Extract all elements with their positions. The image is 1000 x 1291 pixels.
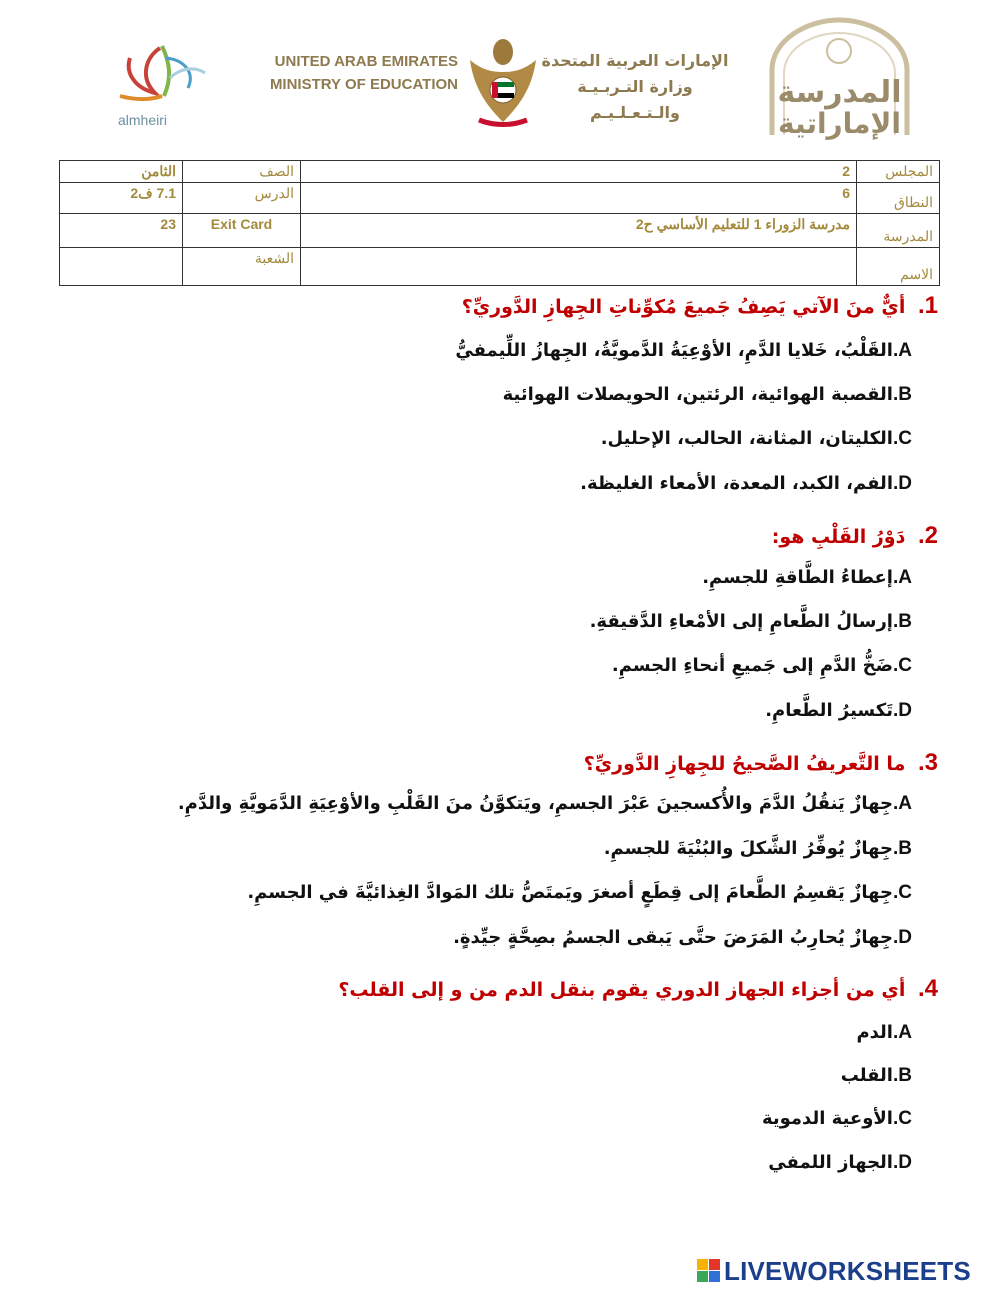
q3-option-c[interactable] bbox=[247, 882, 912, 904]
option-text: جِهازٌ يُوفِّرُ الشَّكلَ والبُنْيَةَ للجسمِ. bbox=[603, 838, 893, 859]
almheiri-logo bbox=[100, 38, 220, 133]
option-letter: C. bbox=[892, 428, 912, 449]
question-4 bbox=[338, 975, 938, 1003]
eagle-icon bbox=[464, 30, 542, 130]
option-text: تَكسيرُ الطَّعامِ. bbox=[765, 700, 893, 721]
ministry-en-line1: UNITED ARAB EMIRATES bbox=[274, 53, 458, 70]
question-text: أي من أجزاء الجهاز الدوري يقوم بنقل الدم من و إلى القلب؟ bbox=[338, 979, 906, 1001]
question-2 bbox=[772, 522, 938, 550]
option-text: إرسالُ الطَّعامِ إلى الأمْعاءِ الدَّقيقةِ. bbox=[589, 611, 893, 632]
zone-value[interactable]: 6 bbox=[301, 183, 857, 214]
option-letter: C. bbox=[892, 1108, 912, 1129]
option-text: الدم bbox=[856, 1022, 893, 1043]
option-letter: D. bbox=[892, 700, 912, 721]
grade-value[interactable]: الثامن bbox=[60, 161, 183, 183]
question-1 bbox=[462, 292, 938, 320]
name-value[interactable] bbox=[301, 248, 857, 286]
question-number: 2. bbox=[917, 522, 938, 549]
option-text: جِهازٌ يَقسِمُ الطَّعامَ إلى قِطَعٍ أصغرَ ويَمتَصُّ تلك المَوادَّ الغِذائيَّةَ في الجسمِ. bbox=[247, 882, 893, 903]
option-text: الأوعية الدموية bbox=[761, 1108, 893, 1129]
option-text: إعطاءُ الطَّاقةِ للجسمِ. bbox=[702, 567, 893, 588]
option-letter: B. bbox=[892, 611, 912, 632]
q2-option-d[interactable] bbox=[765, 700, 912, 722]
q1-option-b[interactable] bbox=[503, 384, 912, 406]
liveworksheets-badge-icon bbox=[697, 1259, 721, 1283]
option-letter: D. bbox=[892, 927, 912, 948]
option-text: القَلْبُ، خَلايا الدَّمِ، الأوْعِيَةُ الدَّمويَّةُ، الجِهازُ اللِّيمفيُّ bbox=[455, 340, 893, 361]
uae-eagle-emblem bbox=[464, 30, 542, 130]
liveworksheets-brand: LIVEWORKSHEETS bbox=[724, 1256, 971, 1286]
ministry-ar-line1: الإمارات العربية المتحدة bbox=[541, 51, 729, 70]
option-text: الكليتان، المثانة، الحالب، الإحليل. bbox=[600, 428, 893, 449]
zone-label: النطاق bbox=[857, 183, 940, 214]
lesson-value[interactable]: 7.1 ف2 bbox=[60, 183, 183, 214]
q3-option-b[interactable] bbox=[604, 838, 912, 860]
info-table bbox=[59, 160, 940, 286]
q1-option-a[interactable] bbox=[455, 340, 912, 362]
question-number: 3. bbox=[917, 749, 938, 776]
school-label: المدرسة bbox=[857, 214, 940, 248]
option-text: جِهازٌ يُحارِبُ المَرَضَ حتَّى يَبقى الجسمُ بصِحَّةٍ جيِّدةٍ. bbox=[453, 927, 893, 948]
option-letter: A. bbox=[892, 1022, 912, 1043]
option-letter: C. bbox=[892, 882, 912, 903]
question-text: أيٌّ منَ الآتي يَصِفُ جَميعَ مُكوِّناتِ الجِهازِ الدَّوريِّ؟ bbox=[461, 296, 906, 318]
question-3 bbox=[584, 749, 938, 777]
q4-option-c[interactable] bbox=[762, 1108, 912, 1130]
question-text: دَوْرُ القَلْبِ هو: bbox=[771, 526, 906, 548]
school-value[interactable]: مدرسة الزوراء 1 للتعليم الأساسي ح2 bbox=[301, 214, 857, 248]
option-letter: B. bbox=[892, 838, 912, 859]
grade-label: الصف bbox=[183, 161, 301, 183]
page-header bbox=[0, 0, 1000, 150]
ministry-ar-line2: وزارة التـربـيـة والـتـعـلـيـم bbox=[577, 77, 693, 122]
ministry-english bbox=[268, 50, 458, 96]
question-text: ما التَّعريفُ الصَّحيحُ للجِهازِ الدَّوريِّ؟ bbox=[583, 753, 906, 775]
option-letter: B. bbox=[892, 384, 912, 405]
q4-option-d[interactable] bbox=[768, 1152, 912, 1174]
option-text: جِهازٌ يَنقُلُ الدَّمَ والأُكسجينَ عَبْرَ الجسمِ، ويَتكوَّنُ منَ القَلْبِ والأوْعِيَةِ الدَّمَويَّةِ والدَّمِ. bbox=[177, 793, 893, 814]
school-logo-line1: المدرسة bbox=[777, 75, 902, 110]
council-value[interactable]: 2 bbox=[301, 161, 857, 183]
q3-option-a[interactable] bbox=[178, 793, 912, 815]
almheiri-emblem-icon bbox=[100, 38, 220, 118]
council-label: المجلس bbox=[857, 161, 940, 183]
option-letter: C. bbox=[892, 655, 912, 676]
section-value[interactable] bbox=[60, 248, 183, 286]
card-value: Exit Card bbox=[183, 214, 301, 248]
q1-option-d[interactable] bbox=[580, 473, 912, 495]
option-text: الجهاز اللمفي bbox=[768, 1152, 893, 1173]
question-number: 1. bbox=[917, 292, 938, 319]
question-number: 4. bbox=[917, 975, 938, 1002]
section-label: الشعبة bbox=[183, 248, 301, 286]
card-number: 23 bbox=[60, 214, 183, 248]
option-letter: A. bbox=[892, 793, 912, 814]
option-text: القصبة الهوائية، الرئتين، الحويصلات الهوائية bbox=[502, 384, 893, 405]
ministry-arabic bbox=[540, 48, 730, 126]
name-label: الاسم bbox=[857, 248, 940, 286]
almheiri-caption: almheiri bbox=[118, 112, 168, 128]
ministry-en-line2: MINISTRY OF EDUCATION bbox=[269, 76, 458, 93]
school-logo-line2: الإماراتية bbox=[778, 107, 901, 140]
liveworksheets-logo[interactable] bbox=[697, 1256, 997, 1286]
q2-option-c[interactable] bbox=[612, 655, 912, 677]
option-letter: A. bbox=[892, 340, 912, 361]
option-text: القلب bbox=[840, 1065, 893, 1086]
option-text: الفم، الكبد، المعدة، الأمعاء الغليظة. bbox=[580, 473, 893, 494]
option-letter: D. bbox=[892, 473, 912, 494]
q1-option-c[interactable] bbox=[601, 428, 912, 450]
option-letter: D. bbox=[892, 1152, 912, 1173]
lesson-label: الدرس bbox=[183, 183, 301, 214]
q4-option-b[interactable] bbox=[841, 1065, 912, 1087]
option-letter: B. bbox=[892, 1065, 912, 1086]
emirati-school-logo bbox=[752, 15, 927, 140]
option-text: ضَخُّ الدَّمِ إلى جَميعِ أنحاءِ الجسمِ. bbox=[611, 655, 893, 676]
q4-option-a[interactable] bbox=[856, 1022, 912, 1044]
q2-option-b[interactable] bbox=[590, 611, 912, 633]
q2-option-a[interactable] bbox=[702, 567, 912, 589]
q3-option-d[interactable] bbox=[453, 927, 912, 949]
option-letter: A. bbox=[892, 567, 912, 588]
